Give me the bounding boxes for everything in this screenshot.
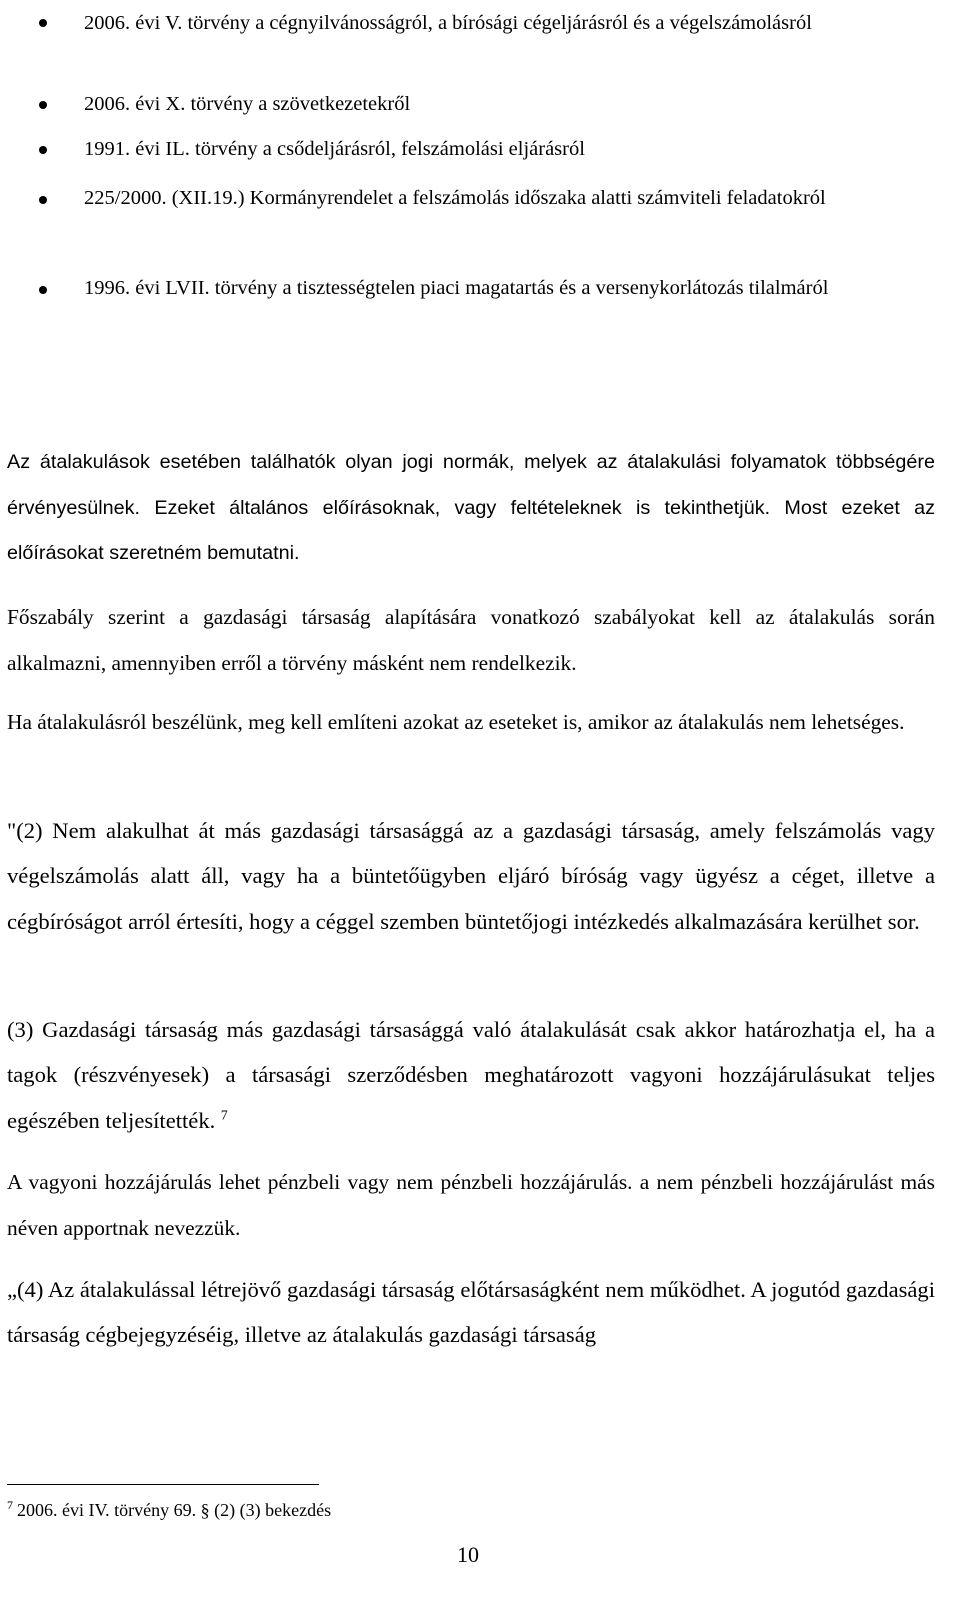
footnote xyxy=(7,1496,331,1524)
bullet-icon xyxy=(39,101,47,109)
list-item-text: 2006. évi V. törvény a cégnyilvánosságról, a bírósági cégeljárásról és a végelszámolásról xyxy=(84,12,812,34)
footnote-mark: 7 xyxy=(7,1498,13,1512)
list-item-text: 2006. évi X. törvény a szövetkezetekről xyxy=(84,93,411,115)
bullet-icon xyxy=(39,286,47,294)
list-item-text: 1991. évi IL. törvény a csődeljárásról, felszámolási eljárásról xyxy=(84,138,585,160)
footnote-reference[interactable]: 7 xyxy=(220,1107,228,1123)
footnote-separator xyxy=(7,1484,319,1485)
bullet-icon xyxy=(39,19,47,27)
list-item-text: 225/2000. (XII.19.) Kormányrendelet a felszámolás időszaka alatti számviteli feladatokról xyxy=(84,187,826,209)
page-number: 10 xyxy=(457,1542,479,1567)
paragraph-text: (3) Gazdasági társaság más gazdasági társasággá való átalakulását csak akkor határozhatja el, ha a tagok (részvényesek) a társasági szerződésben meghatározott vagyoni hozzájárulásukat teljes egészében teljesítették. xyxy=(7,1017,935,1133)
bullet-icon xyxy=(39,196,47,204)
paragraph: Főszabály szerint a gazdasági társaság alapítására vonatkozó szabályokat kell az átalakulás során alkalmazni, amennyiben erről a törvény másként nem rendelkezik. xyxy=(7,605,935,675)
paragraph: "(2) Nem alakulhat át más gazdasági társasággá az a gazdasági társaság, amely felszámolás vagy végelszámolás alatt áll, vagy ha a büntetőügyben eljáró bíróság vagy ügyész a céget, illetve a cégbíróságot arról értesíti, hogy a céggel szemben büntetőjogi intézkedés alkalmazására kerülhet sor. xyxy=(7,818,935,934)
bullet-icon xyxy=(39,146,47,154)
paragraph: Ha átalakulásról beszélünk, meg kell említeni azokat az eseteket is, amikor az átalakulás nem lehetséges. xyxy=(7,710,905,734)
list-item-text: 1996. évi LVII. törvény a tisztességtelen piaci magatartás és a versenykorlátozás tilalmáról xyxy=(84,277,829,299)
paragraph xyxy=(7,1007,935,1143)
paragraph: Az átalakulások esetében találhatók olyan jogi normák, melyek az átalakulási folyamatok többségére érvényesülnek. Ezeket általános előírásoknak, vagy feltételeknek is tekinthetjük. Most ezeket az előírásokat szeretném bemutatni. xyxy=(7,451,935,564)
paragraph: A vagyoni hozzájárulás lehet pénzbeli vagy nem pénzbeli hozzájárulás. a nem pénzbeli hozzájárulást más néven apportnak nevezzük. xyxy=(7,1170,935,1240)
paragraph: „(4) Az átalakulással létrejövő gazdasági társaság előtársaságként nem működhet. A jogutód gazdasági társaság cégbejegyzéséig, illetve az átalakulás gazdasági társaság xyxy=(7,1277,935,1348)
footnote-text: 2006. évi IV. törvény 69. § (2) (3) bekezdés xyxy=(17,1500,332,1520)
